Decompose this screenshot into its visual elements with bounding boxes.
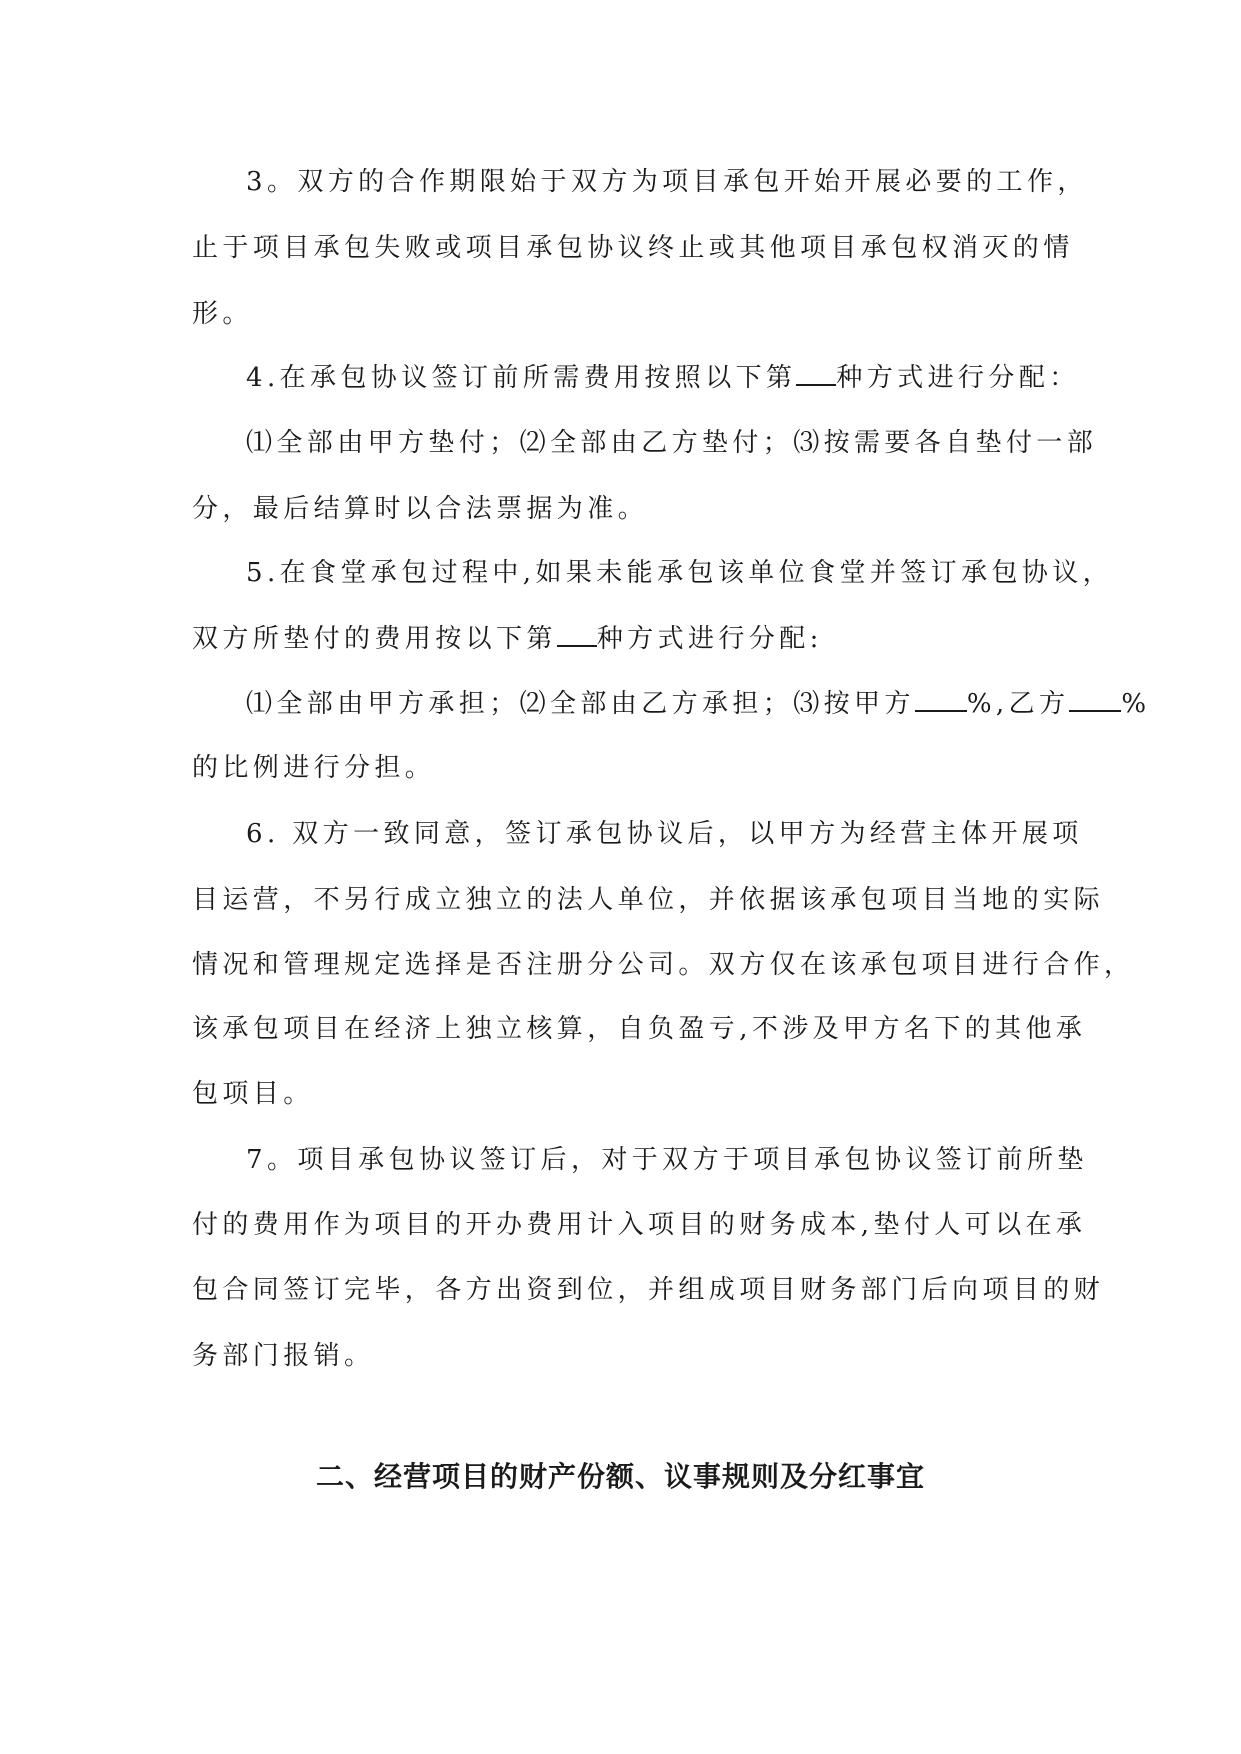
paragraph-7-line-2: 付的费用作为项目的开办费用计入项目的财务成本,垫付人可以在承 bbox=[192, 1210, 1087, 1240]
paragraph-3-line-1: 3。双方的合作期限始于双方为项目承包开始开展必要的工作， bbox=[246, 167, 1088, 197]
paragraph-5-line-1: 5.在食堂承包过程中,如果未能承包该单位食堂并签订承包协议， bbox=[246, 558, 1114, 588]
paragraph-4-line-2: ⑴全部由甲方垫付；⑵全部由乙方垫付；⑶按需要各自垫付一部 bbox=[246, 428, 1098, 458]
paragraph-5-line-3-text-c: % bbox=[1121, 689, 1151, 719]
paragraph-5-line-3 bbox=[246, 688, 1151, 720]
paragraph-7-line-1: 7。项目承包协议签订后，对于双方于项目承包协议签订前所垫 bbox=[246, 1145, 1088, 1175]
paragraph-7-line-3: 包合同签订完毕，各方出资到位，并组成项目财务部门后向项目的财 bbox=[192, 1275, 1105, 1305]
fill-in-blank bbox=[1069, 688, 1121, 712]
paragraph-4-line-1-text-a: 4.在承包协议签订前所需费用按照以下第 bbox=[246, 363, 797, 393]
paragraph-3-line-2: 止于项目承包失败或项目承包协议终止或其他项目承包权消灭的情 bbox=[192, 233, 1074, 263]
paragraph-5-line-4: 的比例进行分担。 bbox=[192, 753, 436, 783]
fill-in-blank bbox=[796, 362, 836, 386]
paragraph-7-line-4: 务部门报销。 bbox=[192, 1341, 375, 1371]
paragraph-5-line-3-text-b: %,乙方 bbox=[966, 689, 1070, 719]
fill-in-blank bbox=[915, 688, 967, 712]
paragraph-4-line-1-text-b: 种方式进行分配： bbox=[836, 363, 1080, 393]
paragraph-4-line-1 bbox=[246, 362, 1080, 394]
paragraph-5-line-3-text-a: ⑴全部由甲方承担；⑵全部由乙方承担；⑶按甲方 bbox=[246, 689, 915, 719]
paragraph-6-line-3: 情况和管理规定选择是否注册分公司。双方仅在该承包项目进行合作， bbox=[192, 950, 1135, 980]
paragraph-6-line-2: 目运营，不另行成立独立的法人单位，并依据该承包项目当地的实际 bbox=[192, 885, 1105, 915]
paragraph-6-line-5: 包项目。 bbox=[192, 1079, 314, 1109]
paragraph-6-line-1: 6. 双方一致同意，签订承包协议后，以甲方为经营主体开展项 bbox=[246, 819, 1083, 849]
paragraph-5-line-2 bbox=[192, 623, 823, 655]
paragraph-5-line-2-text-a: 双方所垫付的费用按以下第 bbox=[192, 624, 557, 654]
paragraph-4-line-3: 分，最后结算时以合法票据为准。 bbox=[192, 494, 649, 524]
section-heading: 二、经营项目的财产份额、议事规则及分红事宜 bbox=[315, 1460, 925, 1493]
paragraph-3-line-3: 形。 bbox=[192, 299, 253, 329]
paragraph-6-line-4: 该承包项目在经济上独立核算，自负盈亏,不涉及甲方名下的其他承 bbox=[192, 1014, 1087, 1044]
fill-in-blank bbox=[557, 623, 597, 647]
paragraph-5-line-2-text-b: 种方式进行分配: bbox=[596, 624, 823, 654]
